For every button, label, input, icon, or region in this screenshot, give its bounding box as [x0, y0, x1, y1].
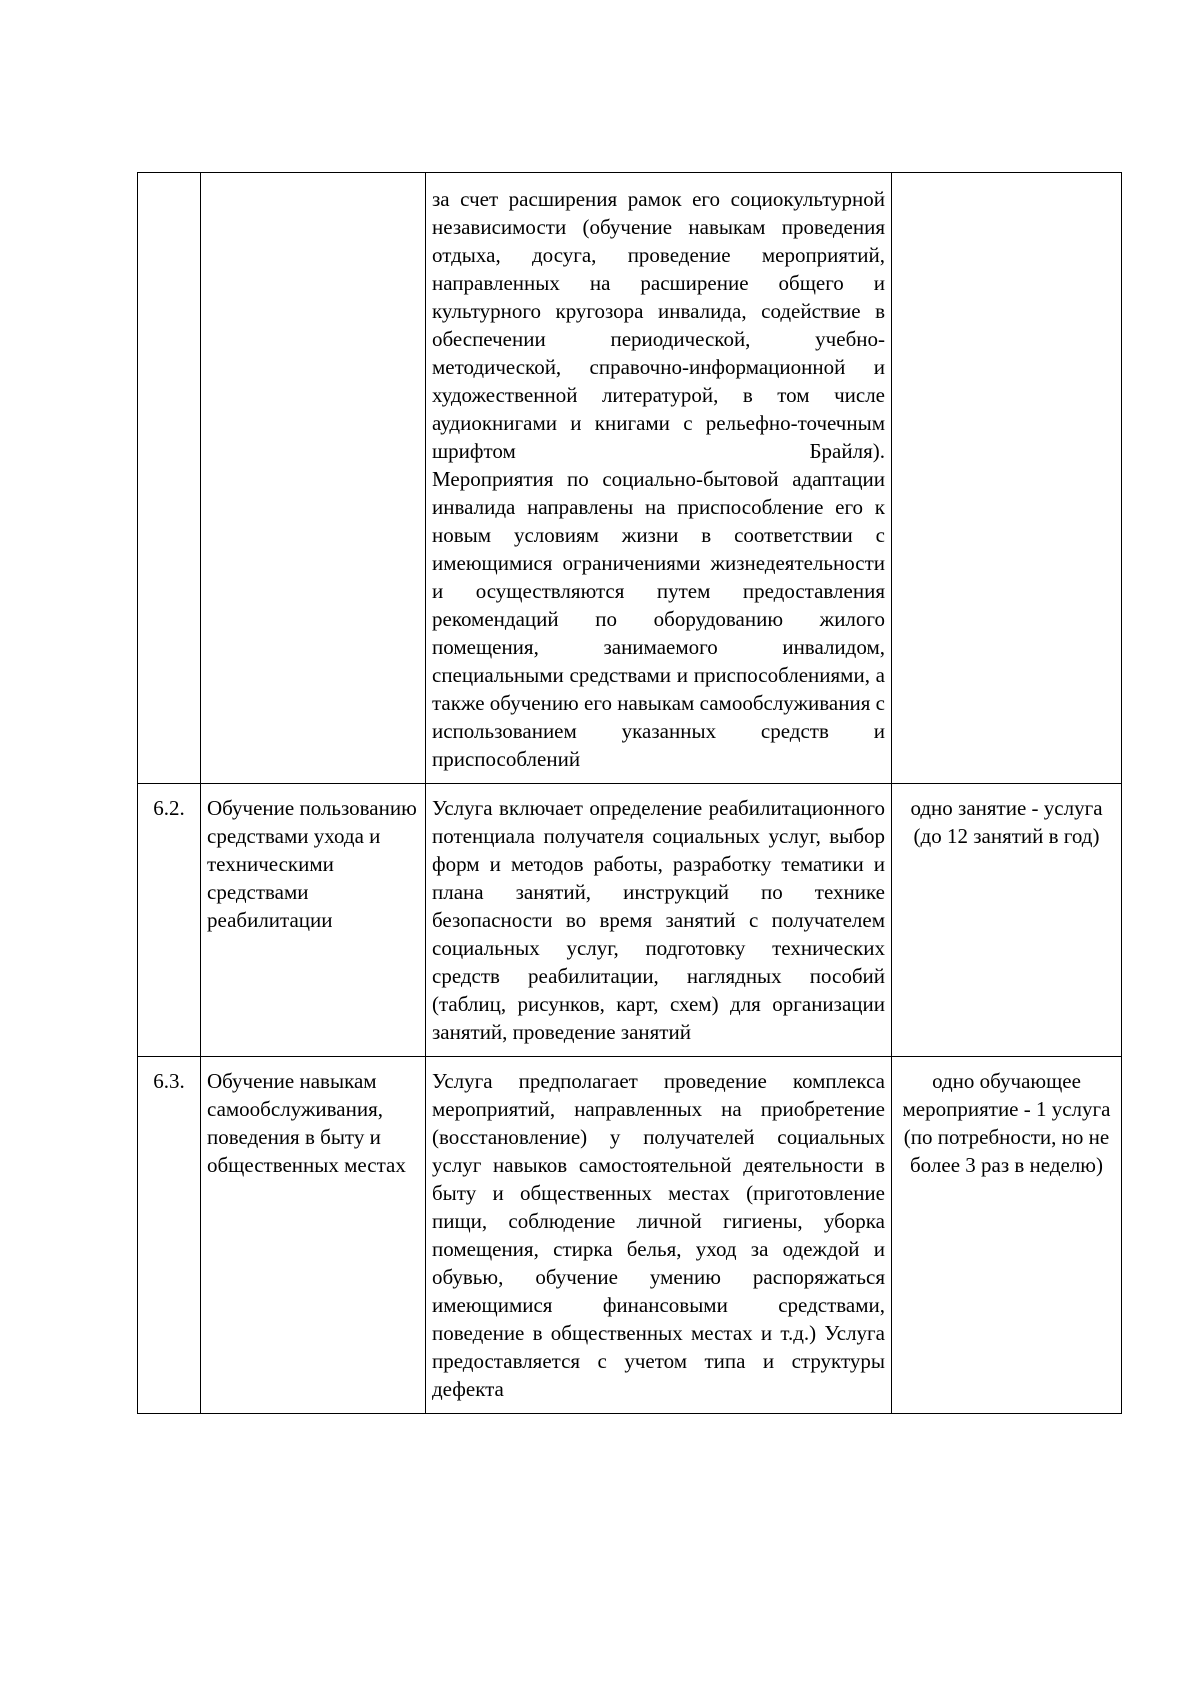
service-description-cell — [426, 1057, 892, 1414]
table-row — [138, 1057, 1122, 1414]
row-number-cell: 6.2. — [138, 784, 201, 1057]
row-number-cell — [138, 173, 201, 784]
service-name-cell: Обучение навыкам самообслуживания, поведения в быту и общественных местах — [201, 1057, 426, 1414]
service-name-cell: Обучение пользованию средствами ухода и техническими средствами реабилитации — [201, 784, 426, 1057]
service-norm-cell — [892, 173, 1122, 784]
service-name-cell — [201, 173, 426, 784]
row-number-cell: 6.3. — [138, 1057, 201, 1414]
services-table — [137, 172, 1122, 1414]
description-paragraph: Мероприятия по социально-бытовой адаптации инвалида направлены на приспособление его к новым условиям жизни в соответствии с имеющимися ограничениями жизнедеятельности и осуществляются путем предоставления рекомендаций по оборудованию жилого помещения, занимаемого инвалидом, специальными средствами и приспособлениями, а также обучению его навыкам самообслуживания с использованием указанных средств и приспособлений — [432, 467, 885, 771]
description-paragraph: за счет расширения рамок его социокультурной независимости (обучение навыкам проведения отдыха, досуга, проведение мероприятий, направленных на расширение общего и культурного кругозора инвалида, содействие в обеспечении периодической, учебно-методической, справочно-информационной и художественной литературой, в том числе аудиокнигами и книгами с рельефно-точечным шрифтом Брайля). — [432, 187, 885, 463]
service-description-cell — [426, 173, 892, 784]
service-norm-cell: одно занятие - услуга (до 12 занятий в год) — [892, 784, 1122, 1057]
description-paragraph: Услуга предполагает проведение комплекса мероприятий, направленных на приобретение (восстановление) у получателей социальных услуг навыков самостоятельной деятельности в быту и общественных местах (приготовление пищи, соблюдение личной гигиены, уборка помещения, стирка белья, уход за одеждой и обувью, обучение умению распоряжаться имеющимися финансовыми средствами, поведение в общественных местах и т.д.) Услуга предоставляется с учетом типа и структуры дефекта — [432, 1069, 885, 1401]
service-norm-cell: одно обучающее мероприятие - 1 услуга (по потребности, но не более 3 раз в неделю) — [892, 1057, 1122, 1414]
table-row — [138, 784, 1122, 1057]
description-paragraph: Услуга включает определение реабилитационного потенциала получателя социальных услуг, выбор форм и методов работы, разработку тематики и плана занятий, инструкций по технике безопасности во время занятий с получателем социальных услуг, подготовку технических средств реабилитации, наглядных пособий (таблиц, рисунков, карт, схем) для организации занятий, проведение занятий — [432, 796, 885, 1044]
table-row — [138, 173, 1122, 784]
service-description-cell — [426, 784, 892, 1057]
